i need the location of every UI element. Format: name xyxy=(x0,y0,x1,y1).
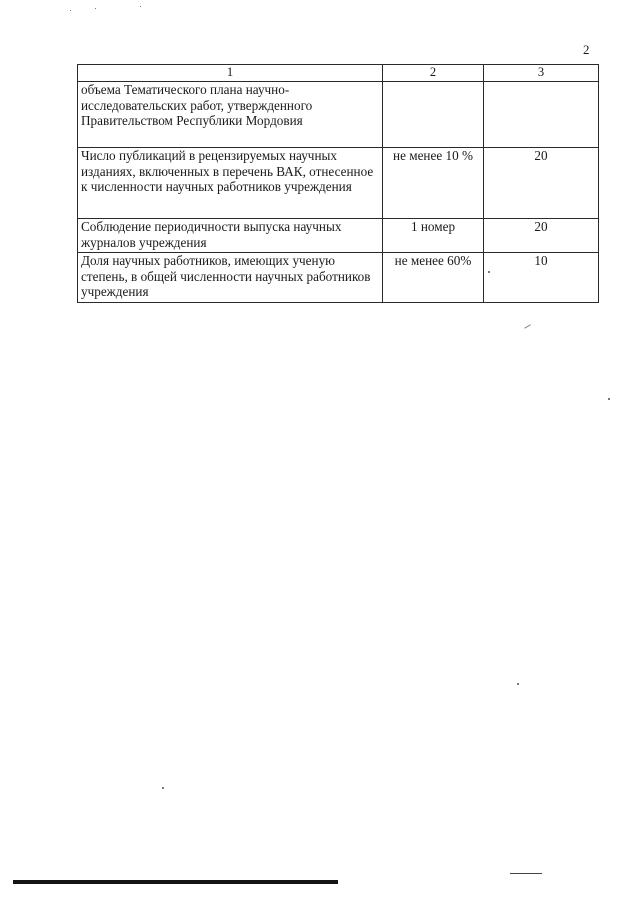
points-cell: 20 xyxy=(484,148,599,219)
value-cell: не менее 60% xyxy=(383,253,484,303)
table-row xyxy=(78,219,599,253)
value-cell: не менее 10 % xyxy=(383,148,484,219)
scan-speck xyxy=(95,8,96,9)
scan-artifact-line xyxy=(510,873,542,874)
indicator-cell: объема Тематического плана научно-исследовательских работ, утвержденного Правительством Республики Мордовия xyxy=(78,82,383,148)
table-row xyxy=(78,82,599,148)
scan-speck xyxy=(70,10,71,11)
points-cell xyxy=(484,82,599,148)
header-col-1: 1 xyxy=(78,65,383,82)
scan-speck xyxy=(162,787,164,789)
scan-speck xyxy=(517,683,519,685)
header-col-2: 2 xyxy=(383,65,484,82)
scan-speck xyxy=(488,271,490,273)
value-cell xyxy=(383,82,484,148)
header-col-3: 3 xyxy=(484,65,599,82)
scan-artifact-bar xyxy=(13,880,338,884)
indicators-table xyxy=(77,64,599,303)
points-cell: 20 xyxy=(484,219,599,253)
table-header-row xyxy=(78,65,599,82)
scan-speck xyxy=(608,398,610,400)
value-cell: 1 номер xyxy=(383,219,484,253)
scan-speck xyxy=(524,324,531,328)
indicator-cell: Соблюдение периодичности выпуска научных журналов учреждения xyxy=(78,219,383,253)
indicator-cell: Доля научных работников, имеющих ученую степень, в общей численности научных работников учреждения xyxy=(78,253,383,303)
page-number: 2 xyxy=(583,42,590,57)
indicator-cell: Число публикаций в рецензируемых научных изданиях, включенных в перечень ВАК, отнесенное к численности научных работников учреждения xyxy=(78,148,383,219)
table-row xyxy=(78,148,599,219)
table-row xyxy=(78,253,599,303)
points-cell: 10 xyxy=(484,253,599,303)
scan-speck xyxy=(140,6,141,7)
